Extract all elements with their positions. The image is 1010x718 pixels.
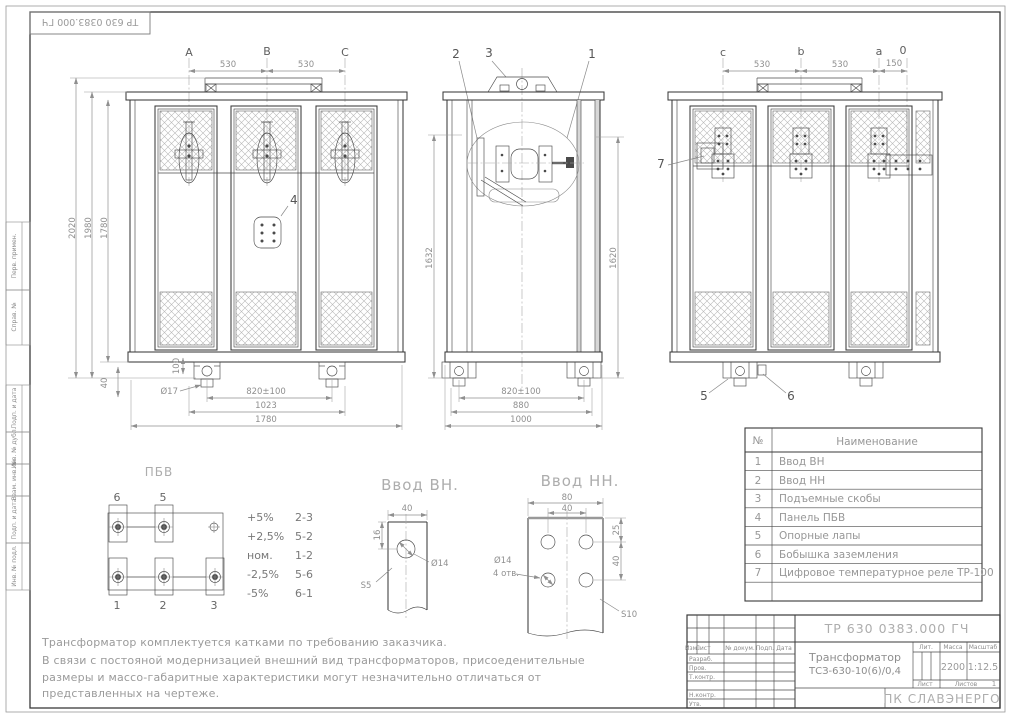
- margin-field-label: Инв. № дубл.: [11, 427, 18, 469]
- back-view: [657, 44, 942, 403]
- part-name: Опорные лапы: [779, 530, 861, 542]
- parts-row: [755, 530, 861, 542]
- callout-1: 1: [588, 47, 596, 61]
- tap-row: +5%: [247, 511, 274, 524]
- part-num: 3: [754, 493, 762, 505]
- tap-row: -2,5%: [247, 568, 279, 581]
- part-num: 4: [754, 512, 762, 524]
- margin-field-label: Справ. №: [11, 302, 18, 332]
- part-name: Панель ПБВ: [779, 512, 846, 524]
- mass-label: Масса: [943, 644, 963, 651]
- parts-row: [755, 512, 846, 524]
- vn-terminal-detail: [361, 476, 459, 618]
- nn-title: Ввод НН.: [540, 472, 620, 490]
- nn-dim-d14: Ø14: [494, 556, 512, 566]
- callout-3: 3: [485, 46, 493, 60]
- parts-row: [755, 456, 825, 468]
- product-name-2: ТСЗ-630-10(6)/0,4: [809, 666, 901, 677]
- vn-dim-40: 40: [401, 504, 413, 514]
- nn-dim-25: 25: [612, 524, 622, 536]
- vn-title: Ввод ВН.: [381, 476, 459, 494]
- terminal-2: 2: [159, 599, 167, 612]
- tap-row: +2,5%: [247, 530, 285, 543]
- vn-dim-16: 16: [373, 529, 383, 541]
- row-label: Разраб.: [689, 656, 713, 663]
- part-name: Бобышка заземления: [779, 549, 899, 561]
- parts-row: [755, 475, 826, 487]
- lit-label: Лит.: [919, 644, 933, 651]
- part-name: Ввод ВН: [779, 456, 825, 468]
- side-view: [425, 46, 624, 430]
- dim-1980: 1980: [84, 217, 94, 239]
- nn-dim-40-right: 40: [612, 555, 622, 567]
- note-line: представленных на чертеже.: [42, 687, 220, 700]
- note-line: В связи с постояной модернизацией внешний вид трансформаторов, присоеденительные: [42, 654, 585, 667]
- back-foot-left: [723, 362, 757, 386]
- pbv-detail: [108, 465, 313, 612]
- row-label: Утв.: [689, 701, 702, 708]
- dim-150: 150: [885, 59, 903, 69]
- rev-header: Изм.: [684, 645, 700, 652]
- note-line: размеры и массо-габаритные характеристики могут незначительно отличаться от: [42, 671, 542, 684]
- phase-label-a: a: [875, 45, 883, 58]
- nn-dim-80: 80: [561, 493, 573, 503]
- dim-820-side: 820±100: [501, 387, 541, 397]
- tap-row: -5%: [247, 587, 269, 600]
- nn-dim-40-top: 40: [561, 504, 573, 514]
- callout-4: 4: [290, 193, 298, 207]
- phase-label-C: C: [341, 46, 349, 59]
- dim-530-bc: 530: [297, 60, 315, 70]
- terminal-6: 6: [113, 491, 121, 504]
- notes: [41, 636, 585, 700]
- rev-header: № докум.: [725, 645, 755, 652]
- tap-conn: 2-3: [295, 511, 313, 524]
- rev-header: Дата: [776, 645, 792, 652]
- part-num: 5: [754, 530, 762, 542]
- callout-5: 5: [700, 389, 708, 403]
- dim-1000: 1000: [510, 415, 532, 425]
- dim-530-ba: 530: [831, 60, 849, 70]
- rev-header: Подп.: [755, 645, 775, 652]
- mass-value: 2200: [940, 662, 966, 673]
- part-name: Цифровое температурное реле ТР-100: [779, 567, 994, 579]
- row-label: Т.контр.: [689, 674, 716, 681]
- dim-2020: 2020: [68, 217, 78, 239]
- terminal-1: 1: [113, 599, 121, 612]
- parts-row: [755, 549, 899, 561]
- callout-6: 6: [787, 389, 795, 403]
- dim-1632: 1632: [425, 247, 435, 269]
- back-foot-right: [849, 362, 883, 386]
- terminal-5: 5: [159, 491, 167, 504]
- vn-thickness: S5: [360, 581, 372, 591]
- margin-field-label: Подп. и дата: [11, 498, 18, 540]
- scale-label: Масштаб: [968, 644, 998, 651]
- scale-value: 1:12.5: [967, 662, 999, 673]
- side-height-dims: [425, 135, 624, 378]
- parts-row: [755, 567, 994, 579]
- dim-100: 100: [172, 357, 182, 375]
- nn-terminal-detail: [493, 472, 637, 640]
- sheet-label: Лист: [917, 681, 933, 688]
- part-num: 1: [754, 456, 762, 468]
- part-num: 6: [754, 549, 762, 561]
- margin-field-label: Подп. и дата: [11, 387, 18, 429]
- title-block: [685, 615, 1001, 708]
- margin-field-label: Взам. инв. №: [11, 459, 18, 501]
- part-num: 2: [754, 475, 762, 487]
- dim-1780-w: 1780: [255, 415, 277, 425]
- product-name-1: Трансформатор: [809, 651, 901, 664]
- parts-row: [755, 493, 881, 505]
- note-line: Трансформатор комплектуется катками по требованию заказчика.: [42, 636, 447, 649]
- terminal-3: 3: [210, 599, 218, 612]
- front-panels: [155, 106, 377, 350]
- bushing-assembly-detail: [467, 122, 584, 206]
- left-margin-fields: [6, 222, 30, 590]
- phase-label-0: 0: [899, 44, 907, 57]
- dim-1023: 1023: [255, 401, 277, 411]
- callout-7: 7: [657, 157, 665, 171]
- dim-1780-h: 1780: [100, 217, 110, 239]
- parts-col-name: Наименование: [836, 436, 918, 448]
- lifting-bracket: [488, 77, 557, 92]
- pbv-tap-table: [247, 511, 313, 600]
- part-name: Подъемные скобы: [779, 493, 881, 505]
- top-stamp-text: ТР 630 0383.000 ГЧ: [41, 16, 139, 27]
- dim-820: 820±100: [246, 387, 286, 397]
- dim-d17: Ø17: [160, 387, 178, 397]
- dim-40: 40: [100, 377, 110, 389]
- parts-table: [745, 428, 994, 601]
- dim-530-ab: 530: [219, 60, 237, 70]
- parts-col-num: №: [752, 435, 764, 447]
- doc-number: ТР 630 0383.000 ГЧ: [824, 621, 970, 636]
- tap-conn: 6-1: [295, 587, 313, 600]
- pbv-panel-front: [254, 193, 298, 248]
- callout-2: 2: [452, 47, 460, 61]
- part-name: Ввод НН: [779, 475, 826, 487]
- phase-label-b: b: [797, 45, 805, 58]
- phase-label-c: c: [719, 46, 727, 59]
- dim-530-cb: 530: [753, 60, 771, 70]
- tap-conn: 5-2: [295, 530, 313, 543]
- row-label: Пров.: [689, 665, 707, 672]
- tap-row: ном.: [247, 549, 273, 562]
- sheets-label: Листов: [954, 681, 978, 688]
- dim-880: 880: [512, 401, 530, 411]
- company-name: ПК СЛАВЭНЕРГО: [883, 692, 1001, 706]
- nn-thickness: S10: [621, 610, 638, 620]
- back-panels: [690, 106, 930, 350]
- margin-field-label: Инв. № подл.: [11, 545, 18, 587]
- side-bottom-dims: [445, 365, 602, 430]
- part-num: 7: [754, 567, 762, 579]
- tap-conn: 5-6: [295, 568, 313, 581]
- nn-holes-count: 4 отв.: [493, 569, 519, 579]
- front-view: [68, 45, 407, 430]
- sheets-value: 1: [991, 680, 997, 688]
- vn-dim-d14: Ø14: [431, 559, 449, 569]
- phase-label-A: A: [185, 46, 193, 59]
- row-label: Н.контр.: [689, 692, 716, 699]
- grounding-boss: [758, 365, 766, 375]
- pbv-title: ПБВ: [144, 465, 174, 479]
- dim-1620: 1620: [609, 247, 619, 269]
- margin-field-label: Перв. примен.: [11, 233, 18, 279]
- phase-label-B: B: [263, 45, 271, 58]
- tap-conn: 1-2: [295, 549, 313, 562]
- rev-header: Лист: [695, 645, 711, 652]
